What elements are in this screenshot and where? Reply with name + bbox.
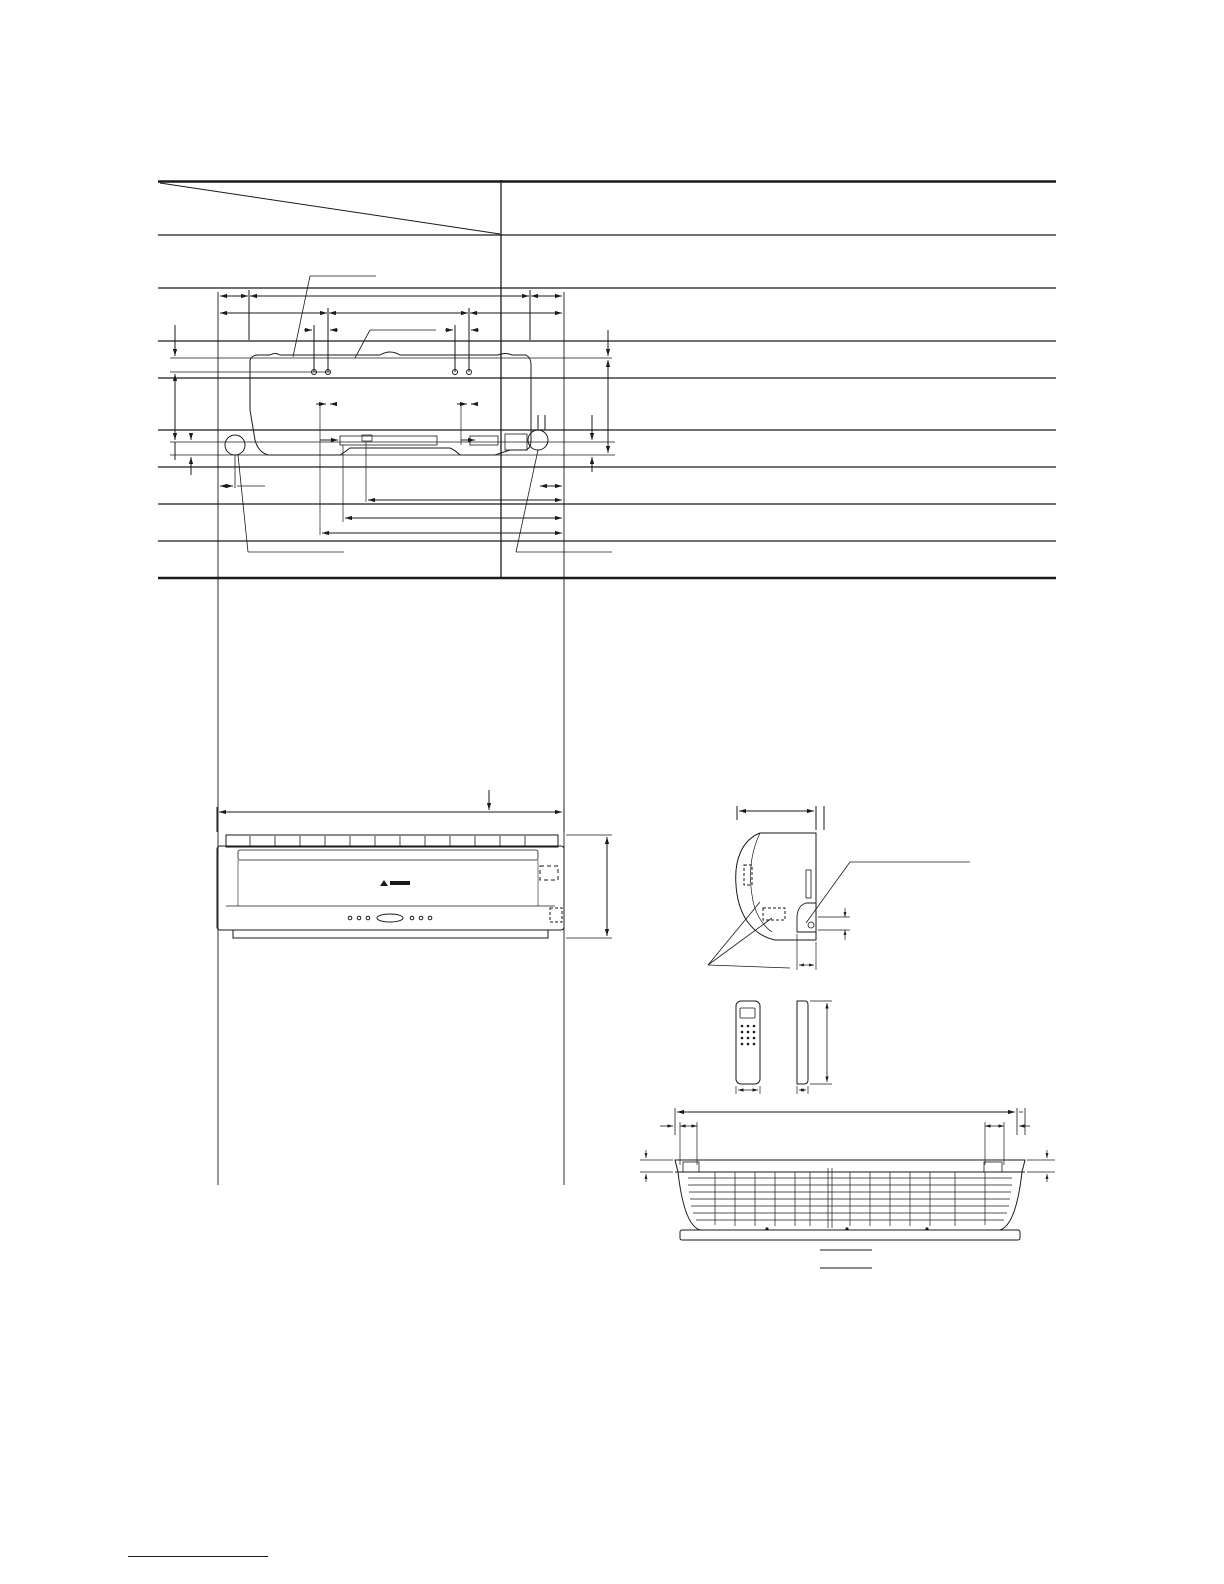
footer-rule — [128, 1556, 268, 1557]
remote-controller-side — [797, 1001, 832, 1094]
side-profile — [736, 833, 816, 940]
mounting-plate — [250, 352, 531, 455]
brand-logo-icon — [380, 880, 388, 886]
side-view — [708, 806, 970, 970]
signal-receiver — [377, 914, 403, 922]
remote-display — [740, 1008, 755, 1018]
bottom-view — [640, 1108, 1055, 1268]
pipe-hole-left — [225, 435, 245, 455]
front-view — [217, 790, 612, 938]
remote-controller-front — [736, 1001, 760, 1094]
rear-mounting-plate-view — [170, 276, 615, 1185]
front-body — [217, 846, 564, 930]
